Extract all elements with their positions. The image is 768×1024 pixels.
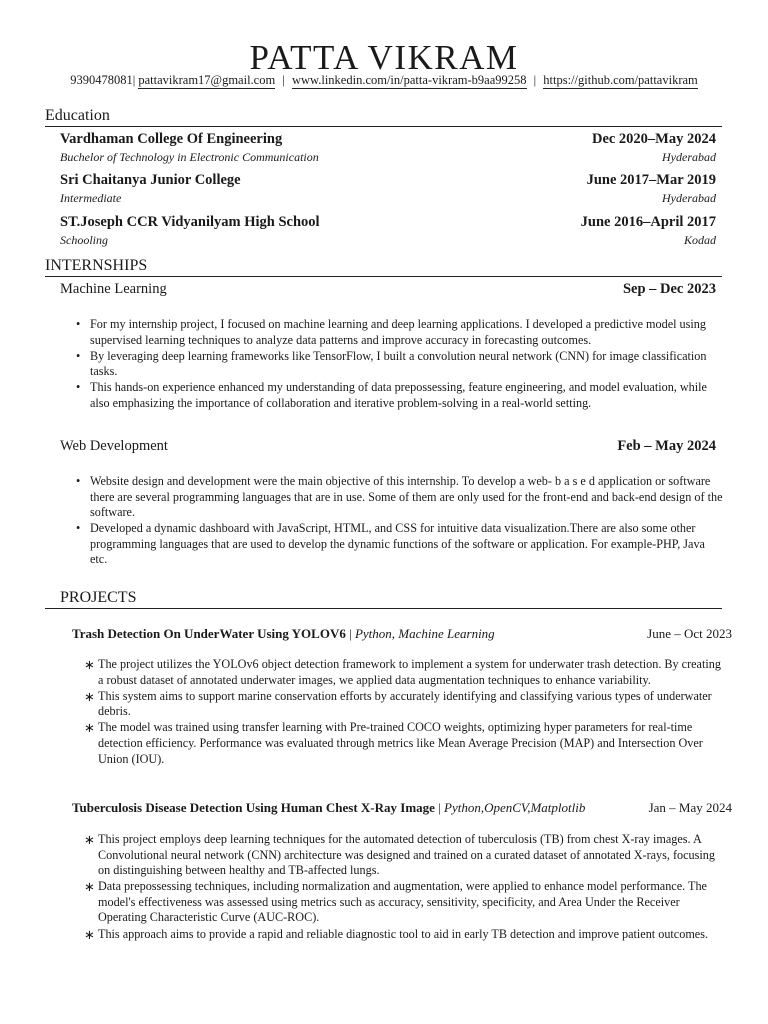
contact-line bbox=[0, 72, 768, 88]
education-dates: Dec 2020–May 2024 bbox=[591, 131, 716, 147]
project-dates: Jan – May 2024 bbox=[648, 800, 732, 815]
section-divider bbox=[45, 608, 722, 609]
degree: Buchelor of Technology in Electronic Communication bbox=[60, 150, 319, 164]
internships-heading: INTERNSHIPS bbox=[45, 257, 148, 274]
bullet-item: ∗ Data prepossessing techniques, including normalization and augmentation, were applied to enhance model performance. The model's effectiveness was assessed using metrics such as accuracy, sensitivity, specificity, and Area Under the Receiver Operating Characteristic Curve (AUC-ROC). bbox=[84, 879, 724, 926]
education-entry bbox=[60, 131, 716, 147]
internship-entry bbox=[60, 438, 716, 454]
linkedin-link[interactable]: www.linkedin.com/in/patta-vikram-b9aa99258 bbox=[291, 73, 527, 87]
school-name: Vardhaman College Of Engineering bbox=[60, 131, 283, 147]
location: Hyderabad bbox=[662, 191, 716, 205]
internship-bullets bbox=[76, 317, 724, 412]
location: Kodad bbox=[683, 233, 716, 247]
internship-title: Machine Learning bbox=[60, 281, 167, 297]
internship-dates: Sep – Dec 2023 bbox=[622, 281, 716, 297]
bullet-item: • Developed a dynamic dashboard with JavaScript, HTML, and CSS for intuitive data visualization.There are also some other programming languages that are used to develop the dynamic functions of the software or application. For example-PHP, Java etc. bbox=[76, 521, 724, 568]
education-heading: Education bbox=[45, 107, 110, 124]
bullet-item: • For my internship project, I focused on machine learning and deep learning applications. I developed a predictive model using supervised learning techniques to analyze data patterns and improve accuracy in forecasting outcomes. bbox=[76, 317, 724, 348]
section-divider bbox=[45, 126, 722, 127]
bullet-item: • By leveraging deep learning frameworks like TensorFlow, I built a convolution neural network (CNN) for image classification tasks. bbox=[76, 349, 724, 380]
project-bullets bbox=[84, 657, 724, 768]
bullet-item: • Website design and development were the main objective of this internship. To develop a web- b a s e d application or software there are several programming languages that are in use. Some of them are only used for the front-end and back-end design of the software. bbox=[76, 474, 724, 521]
phone-number: 9390478081| bbox=[70, 73, 136, 87]
projects-heading: PROJECTS bbox=[60, 589, 137, 606]
school-name: ST.Joseph CCR Vidyanilyam High School bbox=[60, 214, 320, 230]
project-title: Tuberculosis Disease Detection Using Human Chest X-Ray Image bbox=[72, 800, 435, 815]
education-details bbox=[60, 191, 716, 205]
bullet-item: ∗ The project utilizes the YOLOv6 object detection framework to implement a system for underwater trash detection. By creating a robust dataset of annotated underwater images, we applied data augmentation techniques to enhance variability. bbox=[84, 657, 724, 688]
github-link[interactable]: https://github.com/pattavikram bbox=[543, 73, 698, 87]
bullet-item: ∗ This project employs deep learning techniques for the automated detection of tuberculosis (TB) from chest X-ray images. A Convolutional neural network (CNN) architecture was designed and trained on a curated dataset of annotated X-rays, focusing on distinguishing between healthy and TB-affected lungs. bbox=[84, 832, 724, 879]
education-entry bbox=[60, 172, 716, 188]
project-bullets bbox=[84, 832, 724, 943]
separator: | bbox=[533, 73, 537, 87]
separator: | bbox=[282, 73, 285, 87]
internship-bullets bbox=[76, 474, 724, 569]
education-dates: June 2016–April 2017 bbox=[580, 214, 716, 230]
separator: | bbox=[345, 626, 355, 641]
internship-entry bbox=[60, 281, 716, 297]
education-entry bbox=[60, 214, 716, 230]
school-name: Sri Chaitanya Junior College bbox=[60, 172, 241, 188]
separator: | bbox=[434, 800, 445, 815]
education-dates: June 2017–Mar 2019 bbox=[586, 172, 716, 188]
degree: Schooling bbox=[60, 233, 108, 247]
project-title: Trash Detection On UnderWater Using YOLOV6 bbox=[72, 626, 346, 641]
degree: Intermediate bbox=[60, 191, 122, 205]
email-link[interactable]: pattavikram17@gmail.com bbox=[138, 73, 276, 87]
candidate-name: PATTA VIKRAM bbox=[249, 38, 519, 77]
education-details bbox=[60, 150, 716, 164]
project-tech: Python,OpenCV,Matplotlib bbox=[444, 800, 586, 815]
project-entry bbox=[72, 800, 732, 816]
location: Hyderabad bbox=[662, 150, 716, 164]
bullet-item: • This hands-on experience enhanced my understanding of data prepossessing, feature engineering, and model evaluation, while also emphasizing the importance of collaboration and iterative problem-solving in a real-world setting. bbox=[76, 380, 724, 411]
bullet-item: ∗ This system aims to support marine conservation efforts by accurately identifying and classifying various types of underwater debris. bbox=[84, 689, 724, 720]
project-tech: Python, Machine Learning bbox=[354, 626, 495, 641]
project-entry bbox=[72, 626, 732, 642]
bullet-item: ∗ The model was trained using transfer learning with Pre-trained COCO weights, optimizing hyper parameters for real-time detection efficiency. Performance was evaluated through metrics like Mean Average Precision (MAP) and Intersection Over Union (IOU). bbox=[84, 720, 724, 767]
section-divider bbox=[45, 276, 722, 277]
internship-dates: Feb – May 2024 bbox=[617, 438, 716, 454]
education-details bbox=[60, 233, 716, 247]
project-dates: June – Oct 2023 bbox=[647, 626, 732, 641]
internship-title: Web Development bbox=[60, 438, 168, 454]
bullet-item: ∗ This approach aims to provide a rapid and reliable diagnostic tool to aid in early TB detection and improve patient outcomes. bbox=[84, 927, 724, 943]
